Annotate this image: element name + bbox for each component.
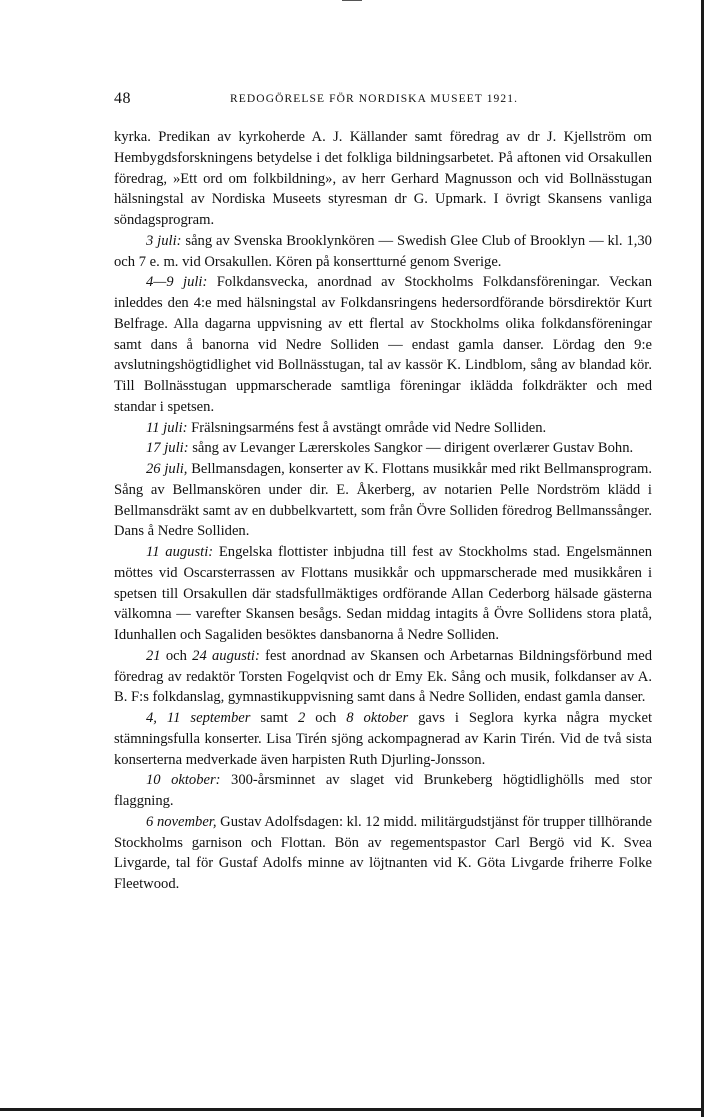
paragraph-text: sång av Svenska Brooklynkören — Swedish Glee Club of Brooklyn — kl. 1,30 och 7 e. m. vid Orsakullen. Kören på konsertturné genom Sverige. <box>114 232 652 270</box>
paragraph-17-juli <box>114 438 652 459</box>
paragraph-text: Bellmansdagen, konserter av K. Flottans musikkår med rikt Bellmansprogram. Sång av Bellmanskören under dir. E. Åkerberg, av notarien Pelle Nordström klädd i Bellmansdräkt samt av en dubbelkvartett, som från Övre Solliden föredrog Bellmanssånger. Dans å Nedre Solliden. <box>114 461 652 540</box>
paragraph-26-juli <box>114 459 652 542</box>
scan-bottom-edge <box>0 1108 704 1111</box>
paragraph-21-24-augusti <box>114 646 652 708</box>
date-label: 10 oktober: <box>146 772 221 789</box>
page-top-edge-mark <box>342 0 362 1</box>
paragraph-text: fest anordnad av Skansen och Arbetarnas Bildningsförbund med föredrag av redaktör Torsten Fogelqvist och dr Emy Ek. Sång och musik, folkdanser av A. B. F:s folkdanslag, gymnastikuppvisning samt dans å Nedre Solliden, endast gamla danser. <box>114 647 653 706</box>
paragraph-september-oktober-concerts <box>114 708 652 770</box>
paragraph-text: Gustav Adolfsdagen: kl. 12 midd. militärgudstjänst för trupper tillhörande Stockholms garnison och Flottan. Bön av regementspastor Carl Bergö vid K. Svea Livgarde, tal för Gustaf Adolfs minne av löjtnanten vid K. Göta Livgarde friherre Folke Fleetwood. <box>114 813 652 892</box>
date-connector: och <box>160 647 193 664</box>
date-label: 4—9 juli: <box>146 274 208 291</box>
date-label: 24 augusti: <box>192 647 260 664</box>
paragraph-text: Engelska flottister inbjudna till fest av Stockholms stad. Engelsmännen möttes vid Oscarsterrassen av Flottans musikkår och uppmarscherade med musikkåren i spetsen till Orsakullen där stadsfullmäktiges ordförande Allan Cederborg hälsade gästerna välkomna — varefter Skansen besågs. Sedan middag intagits å Övre Sollidens stora platå, Idunhallen och Sagaliden besöktes dansbanorna å Nedre Solliden. <box>114 544 652 643</box>
page-number: 48 <box>114 90 131 107</box>
page-header <box>114 90 652 112</box>
date-label: 2 <box>297 710 306 726</box>
paragraph-text: Folkdansvecka, anordnad av Stockholms Folkdansföreningar. Veckan inleddes den 4:e med hälsningstal av Folkdansringens hedersordförande börsdirektör Kurt Belfrage. Alla dagarna uppvisning av ett flertal av Stockholms olika folkdansföreningar samt dans å banorna vid Nedre Solliden — endast gamla danser. Lördag den 9:e avslutningshögtidlighet vid Bollnässtugan, tal av kassör K. Lindblom, sång av blandad kör. Till Bollnässtugan uppmarscherade samtliga föreningar iklädda folkdräkter och med standar i spetsen. <box>114 274 652 415</box>
paragraph-text: sång av Levanger Lærerskoles Sangkor — dirigent overlærer Gustav Bohn. <box>188 440 634 457</box>
paragraph-11-juli <box>114 418 652 439</box>
paragraph-11-augusti <box>114 542 652 646</box>
date-label: 8 oktober <box>346 710 409 726</box>
date-label: 3 juli: <box>146 232 182 249</box>
paragraph-6-november <box>114 812 652 895</box>
paragraph-4-9-juli <box>114 272 652 417</box>
paragraph-text: Frälsningsarméns fest å avstängt område vid Nedre Solliden. <box>187 419 547 436</box>
date-connector: och <box>305 710 347 726</box>
paragraph-text: 300-årsminnet av slaget vid Brunkeberg högtidlighölls med stor flaggning. <box>114 772 652 809</box>
date-label: 26 juli, <box>146 461 188 477</box>
paragraph-10-oktober <box>114 770 652 812</box>
paragraph-text: kyrka. Predikan av kyrkoherde A. J. Källander samt föredrag av dr J. Kjellström om Hembygdsforskningens betydelse i det folkliga bildningsarbetet. På aftonen vid Orsakullen föredrag, »Ett ord om folkbildning», av herr Gerhard Magnusson och vid Bollnässtugan hälsningstal av Nordiska Museets styresman dr G. Upmark. I övrigt Skansens vanliga söndagsprogram. <box>114 129 652 228</box>
paragraph-text: gavs i Seglora kyrka några mycket stämningsfulla konserter. Lisa Tirén sjöng ackompagnerad av Karin Tirén. Vid de två sista konserterna medverkade även harpisten Ruth Djurling-Jonsson. <box>114 710 652 768</box>
body-text <box>114 127 652 895</box>
paragraph-3-juli <box>114 231 652 273</box>
date-label: 11 juli: <box>146 419 188 436</box>
date-label: 11 augusti: <box>146 544 214 560</box>
date-label: 21 <box>146 647 161 664</box>
date-connector: samt <box>250 710 298 726</box>
date-label: 17 juli: <box>146 440 189 457</box>
date-label: 4, 11 september <box>146 710 251 726</box>
paragraph-continuation <box>114 127 652 231</box>
running-title: REDOGÖRELSE FÖR NORDISKA MUSEET 1921. <box>230 93 519 105</box>
date-label: 6 november, <box>146 813 217 830</box>
